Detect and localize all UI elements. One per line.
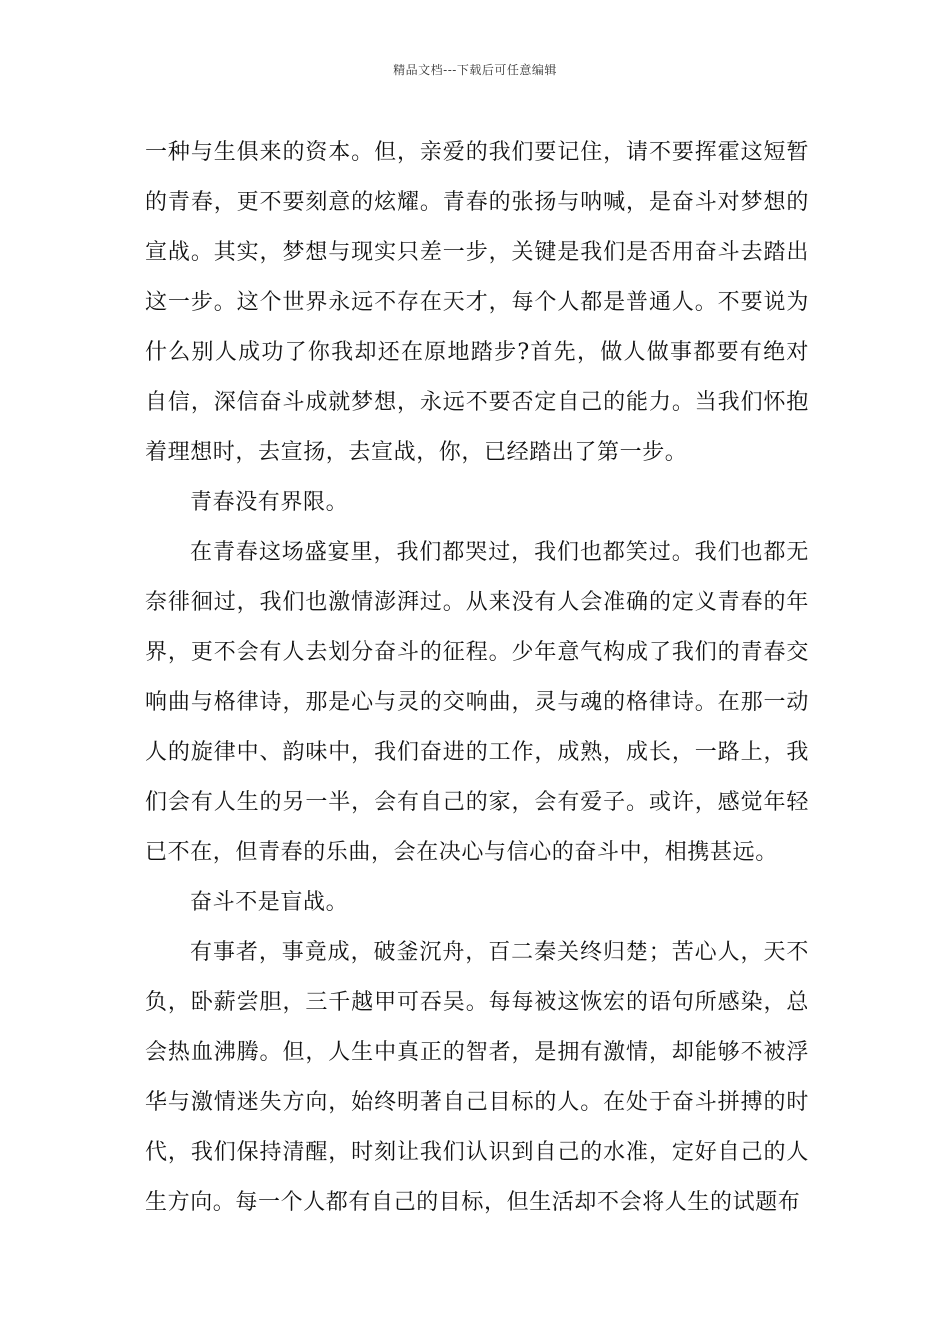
paragraph-heading-struggle-not-blind: 奋斗不是盲战。 xyxy=(190,890,349,915)
page-header: 精品文档---下载后可任意编辑 xyxy=(393,63,557,77)
paragraph-heading-youth-no-limits: 青春没有界限。 xyxy=(190,490,349,515)
paragraph-youth-banquet: 在青春这场盛宴里，我们都哭过，我们也都笑过。我们也都无奈徘徊过，我们也激情澎湃过。从来没有人会准确的定义青春的年界，更不会有人去划分奋斗的征程。少年意气构成了我们的青春交响曲与格律诗，那是心与灵的交响曲，灵与魂的格律诗。在那一动人的旋律中、韵味中，我们奋进的工作，成熟，成长，一路上，我们会有人生的另一半，会有自己的家，会有爱子。或许，感觉年轻已不在，但青春的乐曲，会在决心与信心的奋斗中，相携甚远。 xyxy=(145,540,809,865)
paragraph-continued: 一种与生俱来的资本。但，亲爱的我们要记住，请不要挥霍这短暂的青春，更不要刻意的炫耀。青春的张扬与呐喊，是奋斗对梦想的宣战。其实，梦想与现实只差一步，关键是我们是否用奋斗去踏出这一步。这个世界永远不存在天才，每个人都是普通人。不要说为什么别人成功了你我却还在原地踏步?首先，做人做事都要有绝对自信，深信奋斗成就梦想，永远不要否定自己的能力。当我们怀抱着理想时，去宣扬，去宣战，你，已经踏出了第一步。 xyxy=(145,140,809,465)
document-body xyxy=(145,128,809,1228)
paragraph-determination: 有事者，事竟成，破釜沉舟，百二秦关终归楚；苦心人，天不负，卧薪尝胆，三千越甲可吞吴。每每被这恢宏的语句所感染，总会热血沸腾。但，人生中真正的智者，是拥有激情，却能够不被浮华与激情迷失方向，始终明著自己目标的人。在处于奋斗拼搏的时代，我们保持清醒，时刻让我们认识到自己的水准，定好自己的人生方向。每一个人都有自己的目标，但生活却不会将人生的试题布 xyxy=(145,940,809,1215)
